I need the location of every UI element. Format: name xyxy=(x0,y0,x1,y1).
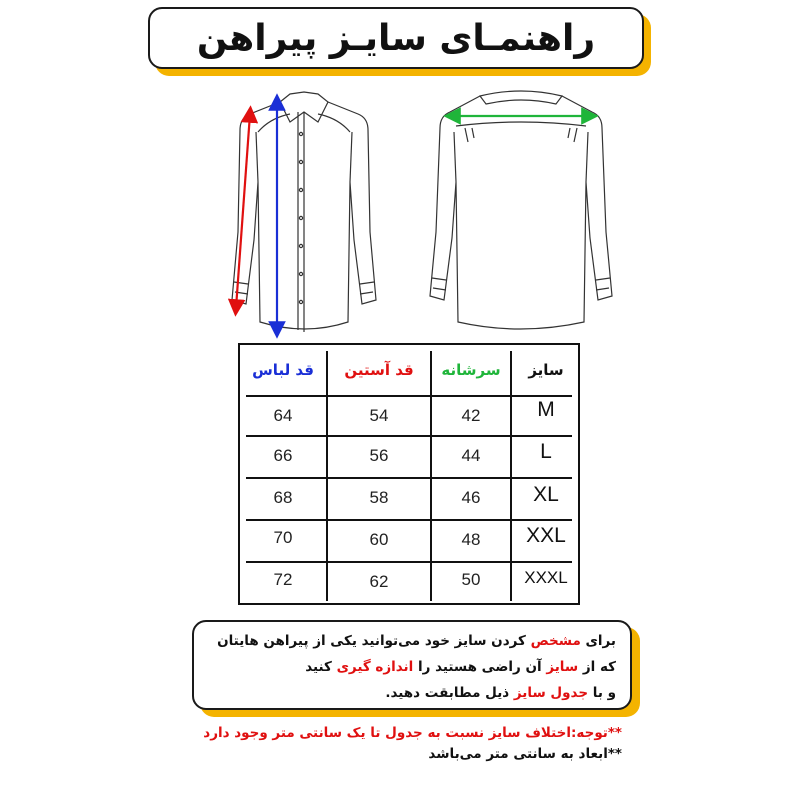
length-value: 66 xyxy=(273,446,293,465)
size-label: XL xyxy=(533,483,559,506)
note-line-3: و با جدول سایز ذیل مطابقت دهید. xyxy=(385,685,616,701)
size-label: M xyxy=(537,398,555,421)
header-length: قد لباس xyxy=(252,361,314,379)
sleeve-value: 60 xyxy=(369,530,389,549)
header-shoulder: سرشانه xyxy=(441,361,501,379)
sleeve-value: 58 xyxy=(369,488,389,507)
size-label: L xyxy=(540,440,552,463)
header-size: سایز xyxy=(528,361,564,379)
page-title: راهنمـای سایـز پیراهن xyxy=(196,17,596,59)
note-box xyxy=(192,620,632,710)
sleeve-value: 54 xyxy=(369,406,389,425)
note-line-1: برای مشخص کردن سایز خود می‌توانید یکی از پیراهن هایتان xyxy=(217,633,616,649)
footnote-units: **ابعاد به سانتی متر می‌باشد xyxy=(428,746,622,762)
shoulder-value: 42 xyxy=(461,406,481,425)
header-sleeve: قد آستین xyxy=(344,361,414,379)
note-line-2: که از سایز آن راضی هستید را اندازه گیری کنید xyxy=(305,659,616,675)
size-label: XXL xyxy=(526,524,566,547)
sleeve-value: 56 xyxy=(369,446,389,465)
back-shirt-drawing xyxy=(430,91,612,329)
size-label: XXXL xyxy=(524,568,568,587)
shirt-illustrations xyxy=(210,82,630,342)
size-table xyxy=(238,343,580,605)
title-banner xyxy=(148,7,644,69)
length-value: 72 xyxy=(273,570,293,589)
footnote-tolerance: **توجه:اختلاف سایز نسبت به جدول تا یک سانتی متر وجود دارد xyxy=(203,725,622,741)
shoulder-value: 46 xyxy=(461,488,481,507)
sleeve-value: 62 xyxy=(369,572,389,591)
length-value: 70 xyxy=(273,528,293,547)
shoulder-value: 48 xyxy=(461,530,481,549)
length-value: 68 xyxy=(273,488,293,507)
shoulder-value: 50 xyxy=(461,570,481,589)
length-value: 64 xyxy=(273,406,293,425)
shoulder-value: 44 xyxy=(461,446,481,465)
front-shirt-drawing xyxy=(232,92,376,332)
